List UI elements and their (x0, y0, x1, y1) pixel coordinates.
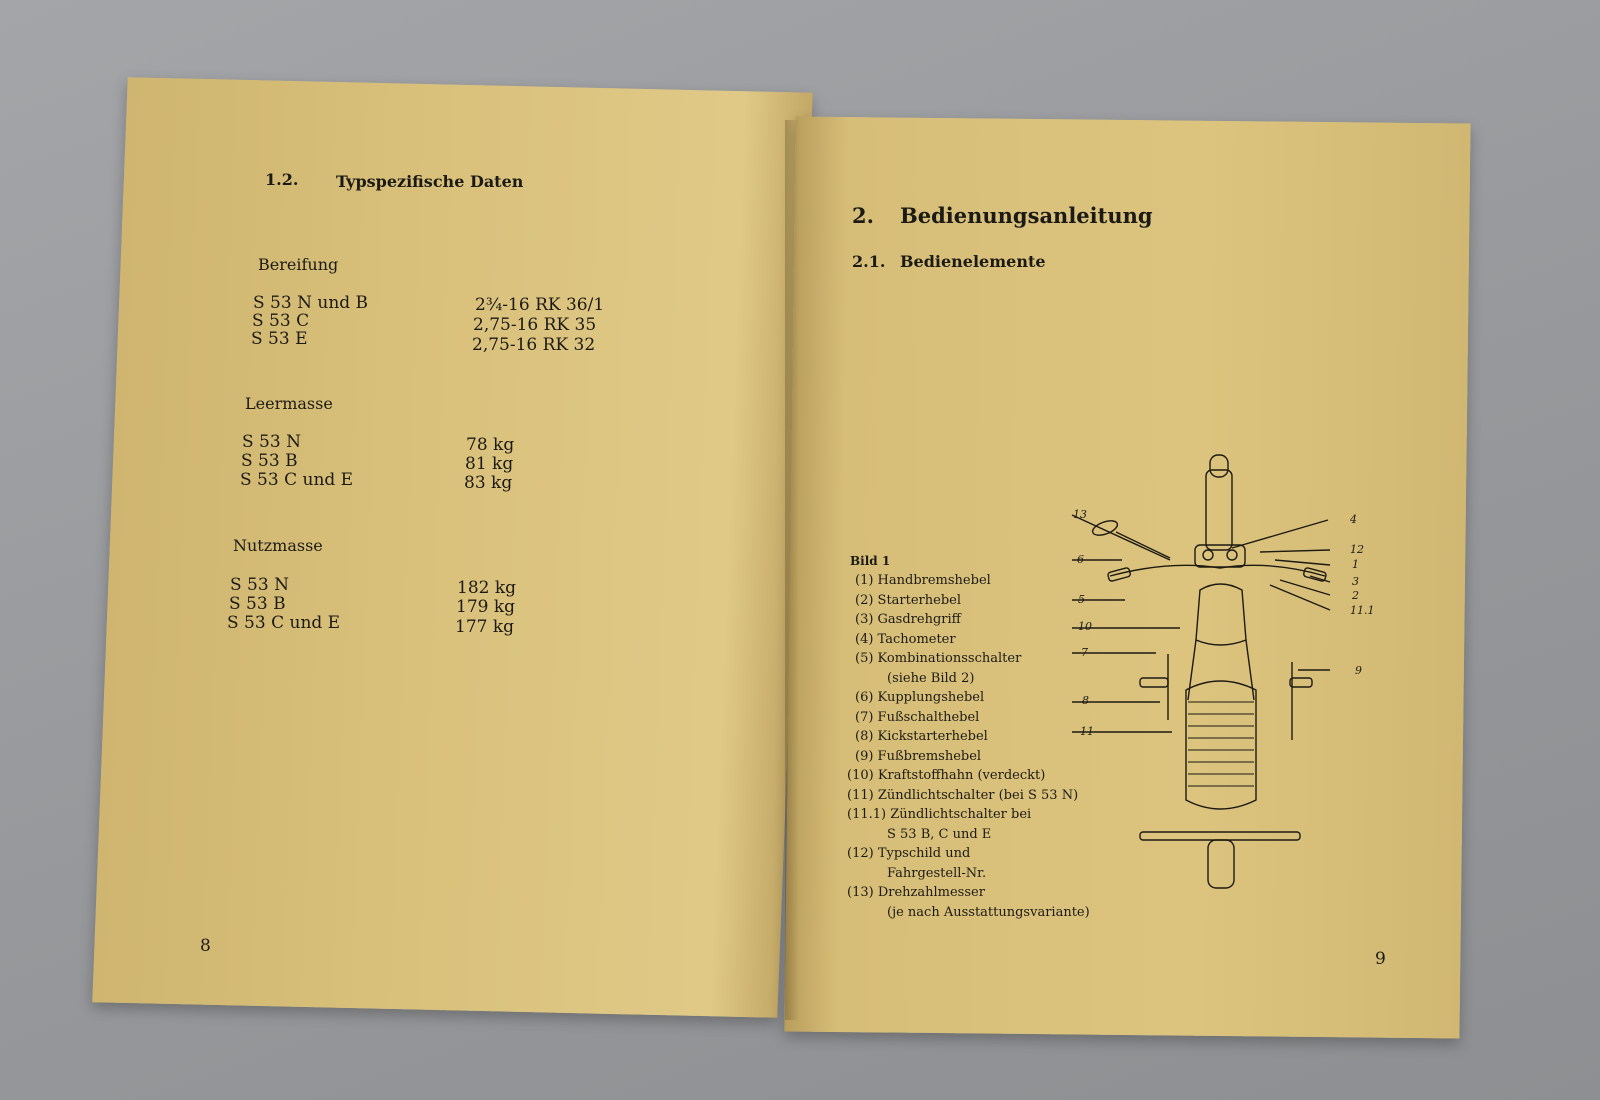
section-number: 1.2. (265, 170, 299, 189)
motorcycle-diagram (1060, 440, 1380, 910)
legend-item: (11) Zündlichtschalter (bei S 53 N) (847, 787, 1079, 803)
subsection-title: Bedienelemente (900, 252, 1046, 271)
group-label-bereifung: Bereifung (258, 255, 339, 274)
diagram-label: 1 (1352, 558, 1359, 571)
rear-tire-shape (1208, 840, 1234, 888)
legend-item: (10) Kraftstoffhahn (verdeckt) (847, 768, 1046, 783)
table-row-value: 177 kg (455, 617, 515, 637)
table-row-value: 81 kg (465, 454, 514, 474)
left-footpeg-shape (1140, 678, 1168, 687)
diagram-label: 9 (1355, 664, 1362, 677)
right-footpeg-shape (1290, 678, 1312, 687)
table-row-value: 2¾-16 RK 36/1 (475, 295, 605, 315)
legend-item: (2) Starterhebel (855, 592, 962, 608)
table-row-model: S 53 N (242, 432, 301, 452)
table-row-value: 179 kg (456, 597, 516, 617)
legend-item: (12) Typschild und (847, 846, 971, 861)
table-row-value: 2,75-16 RK 32 (472, 335, 596, 355)
table-row-value: 78 kg (466, 435, 515, 455)
diagram-label: 6 (1077, 553, 1084, 566)
diagram-label: 4 (1350, 513, 1357, 526)
diagram-label: 10 (1078, 620, 1092, 633)
legend-item: (je nach Ausstattungsvariante) (887, 904, 1090, 920)
section-title: Typspezifische Daten (336, 172, 524, 191)
table-row-model: S 53 E (251, 329, 308, 349)
diagram-label: 3 (1352, 575, 1359, 588)
chapter-number: 2. (852, 203, 874, 228)
page-number-right: 9 (1375, 949, 1386, 969)
legend-item: (5) Kombinationsschalter (855, 651, 1022, 666)
figure-legend (847, 571, 1090, 922)
legend-item: (4) Tachometer (855, 631, 956, 647)
table-row-value: 83 kg (464, 473, 513, 493)
diagram-label: 5 (1078, 593, 1085, 606)
table-row-model: S 53 N (230, 575, 289, 595)
booklet-gutter (785, 120, 799, 1020)
front-tire-shape (1206, 470, 1232, 550)
diagram-label: 11.1 (1350, 604, 1375, 617)
diagram-label: 8 (1082, 694, 1089, 707)
legend-item: (1) Handbremshebel (855, 573, 991, 588)
diagram-label: 2 (1352, 589, 1359, 602)
legend-item: (siehe Bild 2) (887, 670, 975, 686)
table-row-value: 2,75-16 RK 35 (473, 315, 597, 335)
table-row-model: S 53 B (241, 451, 298, 471)
diagram-label: 11 (1080, 725, 1094, 738)
chapter-title: Bedienungsanleitung (900, 203, 1153, 228)
legend-item: S 53 B, C und E (887, 826, 992, 842)
group-label-leermasse: Leermasse (245, 394, 333, 413)
left-grip-shape (1107, 567, 1131, 581)
legend-item: Fahrgestell-Nr. (887, 865, 987, 881)
legend-item: (9) Fußbremshebel (855, 748, 982, 764)
left-page (92, 77, 813, 1018)
legend-item: (3) Gasdrehgriff (855, 612, 961, 627)
table-row-model: S 53 N und B (253, 293, 369, 313)
figure-label: Bild 1 (850, 554, 891, 568)
table-row-model: S 53 C und E (227, 613, 341, 633)
seat-shape (1186, 681, 1256, 809)
front-fender-shape (1210, 455, 1228, 477)
fuel-tank-shape (1196, 584, 1246, 645)
page-number-left: 8 (200, 936, 211, 956)
group-label-nutzmasse: Nutzmasse (233, 536, 323, 555)
subsection-number: 2.1. (852, 252, 886, 271)
table-row-model: S 53 C (252, 311, 310, 331)
rear-rack-shape (1140, 832, 1300, 840)
table-row-model: S 53 B (229, 594, 286, 614)
table-row-model: S 53 C und E (240, 470, 354, 490)
diagram-label: 7 (1081, 646, 1088, 659)
legend-item: (6) Kupplungshebel (855, 690, 985, 705)
legend-item: (13) Drehzahlmesser (847, 885, 985, 900)
diagram-label: 13 (1073, 508, 1087, 521)
legend-item: (11.1) Zündlichtschalter bei (847, 807, 1032, 822)
diagram-label: 12 (1350, 543, 1364, 556)
legend-item: (8) Kickstarterhebel (855, 729, 988, 744)
table-row-value: 182 kg (457, 578, 517, 598)
legend-item: (7) Fußschalthebel (855, 709, 980, 725)
